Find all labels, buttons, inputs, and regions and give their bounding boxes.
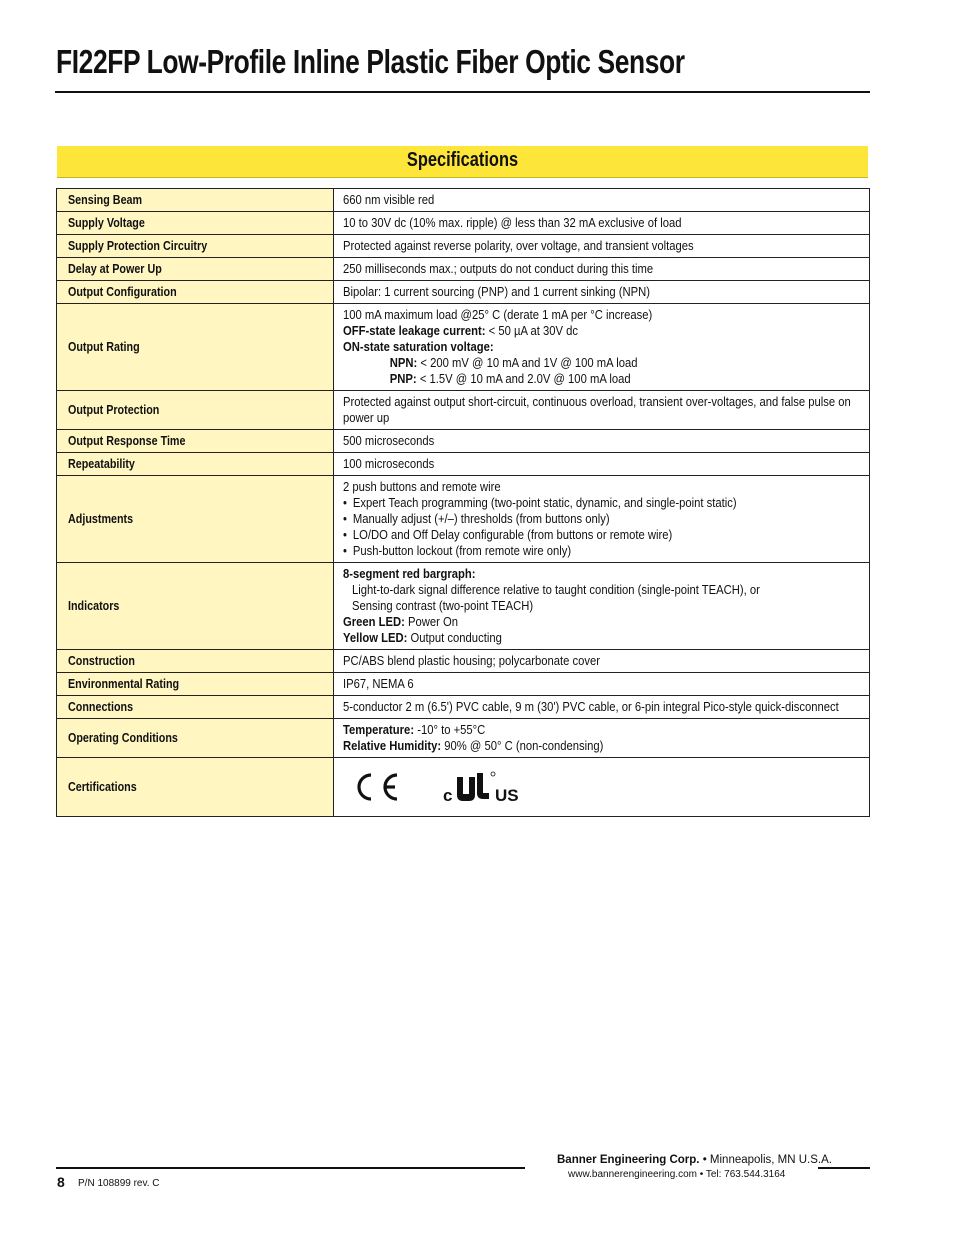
spec-sublabel: PNP: xyxy=(389,372,417,386)
ce-mark-icon xyxy=(351,771,403,803)
list-item: • Expert Teach programming (two-point static, dynamic, and single-point static) xyxy=(343,495,737,511)
spec-value: Light-to-dark signal difference relative to taught condition (single-point TEACH), or xyxy=(352,583,760,597)
part-number: P/N 108899 rev. C xyxy=(78,1178,160,1189)
spec-label: Adjustments xyxy=(68,512,134,526)
table-row xyxy=(57,212,870,235)
specifications-table xyxy=(56,188,870,817)
section-title: Specifications xyxy=(406,149,519,171)
spec-value: 660 nm visible red xyxy=(343,193,435,207)
spec-value: Bipolar: 1 current sourcing (PNP) and 1 current sinking (NPN) xyxy=(343,285,650,299)
table-row xyxy=(57,281,870,304)
spec-value: < 50 µA at 30V dc xyxy=(485,324,579,338)
spec-sublabel: Green LED: xyxy=(343,615,405,629)
spec-value: 2 push buttons and remote wire xyxy=(343,480,501,494)
company-contact: www.bannerengineering.com • Tel: 763.544.3164 xyxy=(568,1169,786,1180)
list-item: • Manually adjust (+/–) thresholds (from buttons only) xyxy=(343,511,737,527)
svg-text:c: c xyxy=(443,786,453,805)
spec-value: 250 milliseconds max.; outputs do not conduct during this time xyxy=(343,262,654,276)
footer-divider-right xyxy=(818,1167,870,1169)
table-row xyxy=(57,650,870,673)
table-row xyxy=(57,476,870,563)
spec-value: Protected against output short-circuit, continuous overload, transient over-voltages, and false pulse on power up xyxy=(343,395,851,425)
spec-sublabel: Relative Humidity: xyxy=(343,739,442,753)
section-banner xyxy=(57,146,868,178)
title-divider xyxy=(55,91,870,93)
spec-label: Delay at Power Up xyxy=(68,262,162,276)
spec-label: Output Configuration xyxy=(68,285,177,299)
table-row xyxy=(57,758,870,817)
spec-value: < 1.5V @ 10 mA and 2.0V @ 100 mA load xyxy=(416,372,631,386)
spec-sublabel: 8-segment red bargraph: xyxy=(343,567,476,581)
spec-sublabel: OFF-state leakage current: xyxy=(343,324,486,338)
company-location: • Minneapolis, MN U.S.A. xyxy=(699,1154,832,1166)
spec-value: Power On xyxy=(404,615,459,629)
spec-value: < 200 mV @ 10 mA and 1V @ 100 mA load xyxy=(417,356,638,370)
spec-sublabel: NPN: xyxy=(389,356,418,370)
table-row xyxy=(57,258,870,281)
spec-value: Sensing contrast (two-point TEACH) xyxy=(352,599,534,613)
spec-sublabel: Yellow LED: xyxy=(343,631,408,645)
spec-value: 5-conductor 2 m (6.5') PVC cable, 9 m (30') PVC cable, or 6-pin integral Pico-style quick-disconnect xyxy=(343,700,839,714)
table-row xyxy=(57,719,870,758)
spec-label: Output Protection xyxy=(68,403,160,417)
list-item: • Push-button lockout (from remote wire only) xyxy=(343,543,737,559)
spec-value: PC/ABS blend plastic housing; polycarbonate cover xyxy=(343,654,601,668)
footer-divider-left xyxy=(56,1167,525,1169)
table-row xyxy=(57,235,870,258)
spec-value: 100 mA maximum load @25° C (derate 1 mA per °C increase) xyxy=(343,308,653,322)
table-row xyxy=(57,563,870,650)
spec-label: Construction xyxy=(68,654,135,668)
spec-value: 100 microseconds xyxy=(343,457,435,471)
spec-value: -10° to +55°C xyxy=(414,723,486,737)
company-name: Banner Engineering Corp. xyxy=(557,1154,700,1166)
table-row xyxy=(57,696,870,719)
spec-label: Connections xyxy=(68,700,134,714)
ul-listed-icon xyxy=(443,769,535,805)
table-row xyxy=(57,673,870,696)
table-row xyxy=(57,189,870,212)
spec-label: Output Response Time xyxy=(68,434,186,448)
spec-sublabel: Temperature: xyxy=(343,723,415,737)
table-row xyxy=(57,453,870,476)
page-title: FI22FP Low-Profile Inline Plastic Fiber Optic Sensor xyxy=(56,43,685,80)
table-row xyxy=(57,304,870,391)
company-line xyxy=(557,1154,832,1166)
table-row xyxy=(57,430,870,453)
spec-value: Output conducting xyxy=(407,631,502,645)
spec-label: Environmental Rating xyxy=(68,677,180,691)
spec-label: Sensing Beam xyxy=(68,193,143,207)
list-item: • LO/DO and Off Delay configurable (from buttons or remote wire) xyxy=(343,527,737,543)
spec-label: Operating Conditions xyxy=(68,731,178,745)
spec-label: Supply Voltage xyxy=(68,216,145,230)
table-row xyxy=(57,391,870,430)
spec-label: Repeatability xyxy=(68,457,135,471)
spec-label: Indicators xyxy=(68,599,120,613)
spec-value: 90% @ 50° C (non-condensing) xyxy=(441,739,604,753)
spec-value: IP67, NEMA 6 xyxy=(343,677,414,691)
spec-value: 500 microseconds xyxy=(343,434,435,448)
spec-label: Output Rating xyxy=(68,340,140,354)
spec-label: Certifications xyxy=(68,780,137,794)
svg-text:US: US xyxy=(495,786,519,805)
spec-sublabel: ON-state saturation voltage: xyxy=(343,340,494,354)
spec-label: Supply Protection Circuitry xyxy=(68,239,208,253)
spec-value: Protected against reverse polarity, over voltage, and transient voltages xyxy=(343,239,694,253)
spec-value: 10 to 30V dc (10% max. ripple) @ less than 32 mA exclusive of load xyxy=(343,216,682,230)
page-number: 8 xyxy=(57,1174,65,1190)
